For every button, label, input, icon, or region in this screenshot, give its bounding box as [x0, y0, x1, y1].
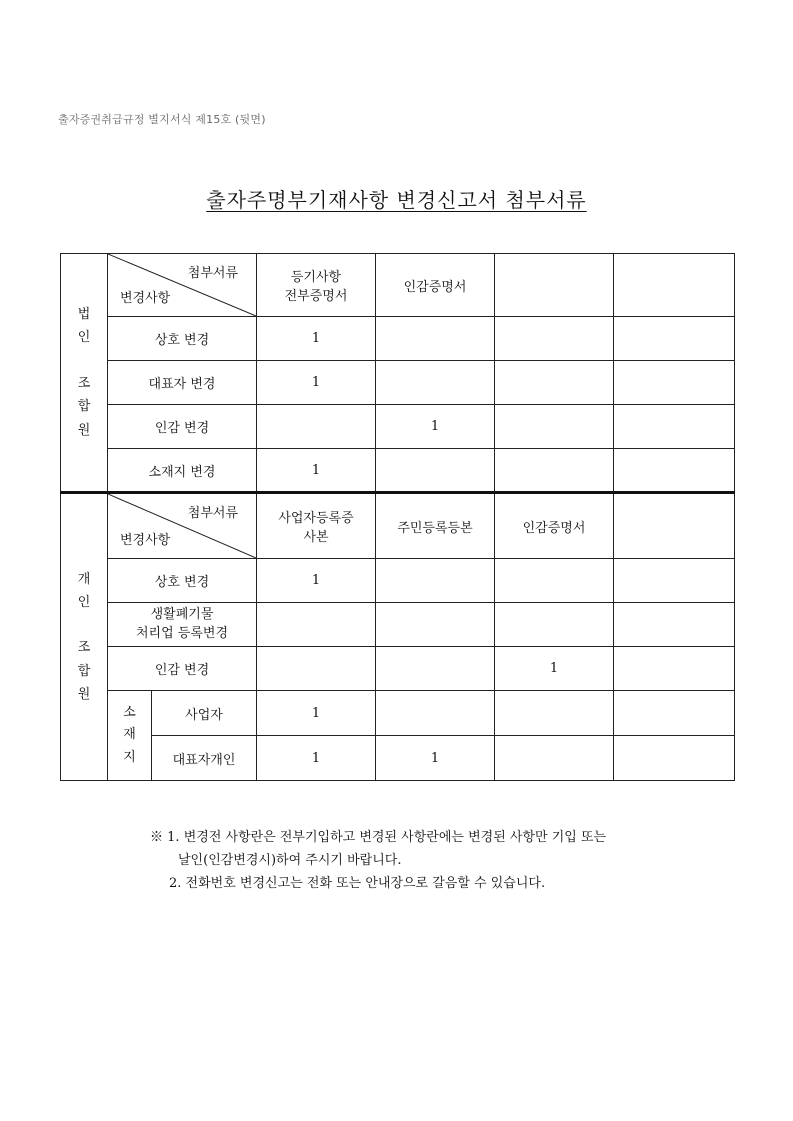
- table-cell: [614, 559, 735, 603]
- note-item: 2. 전화번호 변경신고는 전화 또는 안내장으로 갈음할 수 있습니다.: [169, 876, 546, 891]
- table-cell: [614, 405, 735, 449]
- corp-side-label: 법 인 조 합 원: [61, 254, 108, 493]
- table-cell: [376, 361, 495, 405]
- corp-col-header: 인감증명서: [376, 254, 495, 317]
- table-cell: [614, 691, 735, 736]
- table-cell: [495, 361, 614, 405]
- row-label: 상호 변경: [108, 317, 257, 361]
- table-cell: [495, 603, 614, 647]
- table-cell: [257, 405, 376, 449]
- table-row: [61, 603, 735, 647]
- table-row: [61, 736, 735, 781]
- table-cell: 1: [376, 736, 495, 781]
- diag-attachments-label: 첨부서류: [187, 266, 238, 281]
- table-cell: 1: [257, 361, 376, 405]
- row-label: 인감 변경: [108, 647, 257, 691]
- indiv-col-header: 사업자등록증 사본: [257, 493, 376, 559]
- table-cell: [257, 603, 376, 647]
- table-cell: [495, 449, 614, 493]
- table-cell: [614, 449, 735, 493]
- document-title: 출자주명부기재사항 변경신고서 첨부서류: [206, 188, 587, 212]
- table-cell: [376, 603, 495, 647]
- table-cell: 1: [257, 317, 376, 361]
- note-item-continuation: 날인(인감변경시)하여 주시기 바랍니다.: [178, 853, 402, 868]
- table-row: [61, 317, 735, 361]
- attachment-table: [60, 253, 735, 781]
- form-reference: 출자증권취급규정 별지서식 제15호 (뒷면): [58, 113, 266, 126]
- table-cell: [614, 361, 735, 405]
- table-cell: [614, 317, 735, 361]
- indiv-col-header: 주민등록등본: [376, 493, 495, 559]
- table-cell: 1: [257, 691, 376, 736]
- location-label: 소 재 지: [108, 691, 152, 781]
- table-cell: 1: [257, 559, 376, 603]
- corp-col-header: 등기사항 전부증명서: [257, 254, 376, 317]
- table-cell: [376, 317, 495, 361]
- row-label: 생활폐기물 처리업 등록변경: [108, 603, 257, 647]
- table-cell: [257, 647, 376, 691]
- corp-diagonal-header: [108, 254, 257, 317]
- indiv-diagonal-header: [108, 493, 257, 559]
- corp-col-header: [495, 254, 614, 317]
- table-cell: [614, 603, 735, 647]
- table-row: [61, 361, 735, 405]
- table-row: [61, 559, 735, 603]
- indiv-col-header: [614, 493, 735, 559]
- notes: [150, 826, 606, 895]
- table-cell: 1: [376, 405, 495, 449]
- table-cell: 1: [257, 736, 376, 781]
- corp-header-row: [61, 254, 735, 317]
- table-row: [61, 405, 735, 449]
- indiv-header-row: [61, 493, 735, 559]
- table-row: [61, 647, 735, 691]
- table-cell: [376, 647, 495, 691]
- table-cell: 1: [257, 449, 376, 493]
- table-cell: [495, 405, 614, 449]
- indiv-side-label: 개 인 조 합 원: [61, 493, 108, 781]
- table-row: [61, 691, 735, 736]
- table-cell: 1: [495, 647, 614, 691]
- row-label: 상호 변경: [108, 559, 257, 603]
- corp-col-header: [614, 254, 735, 317]
- row-label: 대표자 변경: [108, 361, 257, 405]
- table-cell: [376, 449, 495, 493]
- table-cell: [614, 736, 735, 781]
- diag-attachments-label: 첨부서류: [187, 506, 238, 521]
- table-cell: [376, 691, 495, 736]
- row-label: 소재지 변경: [108, 449, 257, 493]
- row-label: 인감 변경: [108, 405, 257, 449]
- table-cell: [495, 317, 614, 361]
- row-label: 대표자개인: [152, 736, 257, 781]
- table-row: [61, 449, 735, 493]
- row-label: 사업자: [152, 691, 257, 736]
- table-cell: [495, 736, 614, 781]
- table-cell: [376, 559, 495, 603]
- diag-changes-label: 변경사항: [120, 291, 171, 306]
- indiv-col-header: 인감증명서: [495, 493, 614, 559]
- table-cell: [495, 691, 614, 736]
- note-item: ※ 1. 변경전 사항란은 전부기입하고 변경된 사항란에는 변경된 사항만 기입 또는: [150, 830, 607, 845]
- table-cell: [495, 559, 614, 603]
- table-cell: [614, 647, 735, 691]
- diag-changes-label: 변경사항: [120, 533, 171, 548]
